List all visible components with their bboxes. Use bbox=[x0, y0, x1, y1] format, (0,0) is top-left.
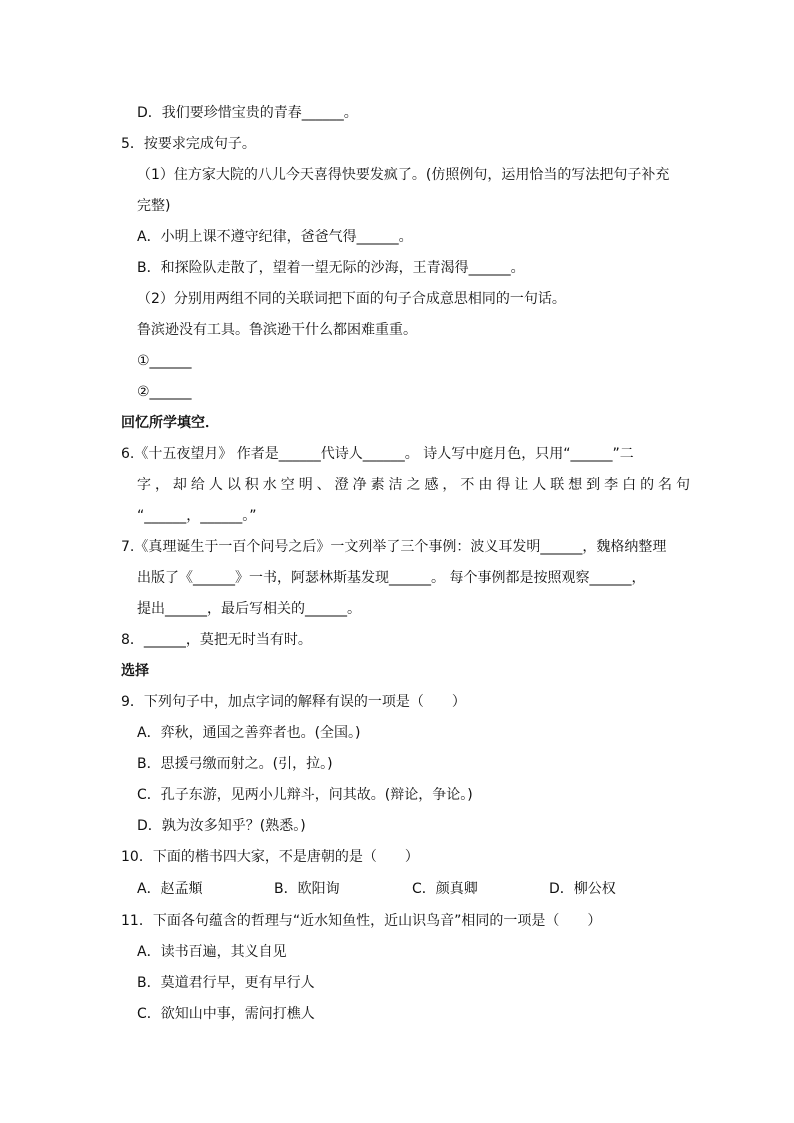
q10-stem: 10．下面的楷书四大家，不是唐朝的是（ ） bbox=[121, 849, 419, 865]
q5-part1-instruction: （1）住方家大院的八儿今天喜得快要发疯了。(仿照例句，运用恰当的写法把句子补充 bbox=[137, 167, 670, 183]
q10-option-a: A．赵孟頫 bbox=[137, 881, 203, 897]
q5-part2-instruction: （2）分别用两组不同的关联词把下面的句子合成意思相同的一句话。 bbox=[137, 291, 566, 307]
q5-part2-blank-2: ②______ bbox=[137, 384, 192, 400]
q7-line-1: 7.《真理诞生于一百个问号之后》一文列举了三个事例：波义耳发明______，魏格纳整理 bbox=[121, 539, 667, 555]
q7-line-2: 出版了《______》一书，阿瑟林斯基发现______。 每个事例都是按照观察______， bbox=[137, 570, 646, 586]
q9-option-b: B．思援弓缴而射之。(引，拉。) bbox=[137, 756, 333, 772]
q7-line-3: 提出______，最后写相关的______。 bbox=[137, 601, 361, 617]
q11-stem: 11．下面各句蕴含的哲理与“近水知鱼性，近山识鸟音”相同的一项是（ ） bbox=[121, 913, 602, 929]
q8-line: 8．______，莫把无时当有时。 bbox=[121, 632, 312, 648]
q5-part2-sentence: 鲁滨逊没有工具。鲁滨逊干什么都困难重重。 bbox=[137, 322, 417, 338]
q6-line-2: 字，却给人以积水空明、澄净素洁之感，不由得让人联想到李白的名句 bbox=[137, 477, 690, 493]
q6-line-1: 6.《十五夜望月》 作者是______代诗人______。 诗人写中庭月色，只用“______”二 bbox=[121, 446, 634, 462]
q5-part2-blank-1: ①______ bbox=[137, 353, 192, 369]
section-heading-recall: 回忆所学填空． bbox=[121, 415, 219, 431]
q10-option-d: D．柳公权 bbox=[549, 881, 616, 897]
q4-option-d: D．我们要珍惜宝贵的青春______。 bbox=[137, 105, 358, 121]
q11-option-c: C．欲知山中事，需问打樵人 bbox=[137, 1006, 315, 1022]
q9-option-c: C．孔子东游，见两小儿辩斗，问其故。(辩论，争论。) bbox=[137, 787, 473, 803]
q6-line-3: “______，______。” bbox=[137, 508, 257, 524]
q5-part1-instruction-cont: 完整) bbox=[137, 198, 171, 214]
q9-option-a: A．弈秋，通国之善弈者也。(全国。) bbox=[137, 725, 361, 741]
q10-option-b: B．欧阳询 bbox=[274, 881, 340, 897]
q9-stem: 9．下列句子中，加点字词的解释有误的一项是（ ） bbox=[121, 694, 466, 710]
q5-part1-item-a: A．小明上课不遵守纪律，爸爸气得______。 bbox=[137, 229, 413, 245]
q11-option-b: B．莫道君行早，更有早行人 bbox=[137, 975, 315, 991]
q11-option-a: A．读书百遍，其义自见 bbox=[137, 944, 287, 960]
section-heading-choice: 选择 bbox=[121, 663, 149, 679]
q5-stem: 5．按要求完成句子。 bbox=[121, 136, 256, 152]
q9-option-d: D．孰为汝多知乎？(熟悉。) bbox=[137, 818, 306, 834]
q5-part1-item-b: B．和探险队走散了，望着一望无际的沙海，王青渴得______。 bbox=[137, 260, 525, 276]
q10-option-c: C．颜真卿 bbox=[412, 881, 478, 897]
